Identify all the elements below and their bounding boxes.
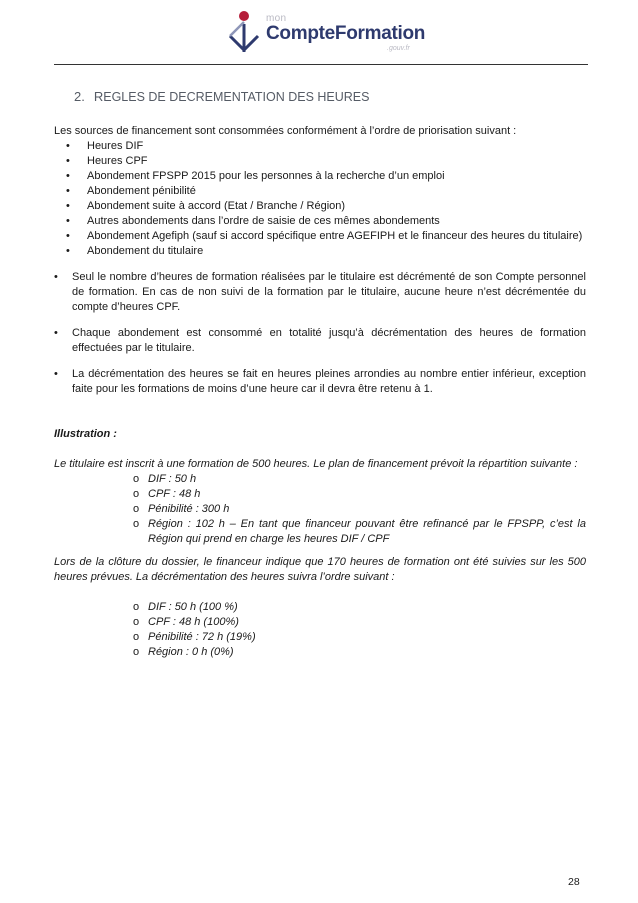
circle-bullet-icon: o — [133, 631, 140, 643]
illustration-paragraph-1: Le titulaire est inscrit à une formation de 500 heures. Le plan de financement prévoit la répartition suivante : — [54, 458, 578, 470]
bullet-icon: • — [54, 368, 58, 380]
page-number: 28 — [568, 876, 580, 888]
section-heading — [74, 89, 369, 104]
bullet-icon: • — [66, 215, 70, 227]
rule-item: • La décrémentation des heures se fait en heures pleines arrondies au nombre entier inférieur, exception faite pour les formations de moins d’une heure car il devra être retenu à 1. — [54, 368, 586, 395]
bullet-icon: • — [66, 185, 70, 197]
main-content — [54, 124, 586, 660]
bullet-icon: • — [54, 271, 58, 283]
list-item: • Abondement FPSPP 2015 pour les personnes à la recherche d’un emploi — [66, 170, 445, 182]
rules-list — [54, 367, 586, 397]
section-number: 2. — [74, 89, 85, 104]
illustration-title: Illustration : — [54, 428, 117, 440]
rule-item: • Chaque abondement est consommé en totalité jusqu’à décrémentation des heures de formation effectuées par le titulaire. — [54, 327, 586, 354]
list-item: • Abondement du titulaire — [66, 245, 204, 257]
list-item: • Abondement pénibilité — [66, 185, 196, 197]
logo-mark-icon — [226, 10, 262, 56]
logo-main-text: CompteFormation — [266, 23, 426, 44]
list-item: o CPF : 48 h (100%) — [133, 616, 239, 628]
bullet-icon: • — [66, 170, 70, 182]
decrement-result-list — [54, 600, 586, 660]
circle-bullet-icon: o — [133, 616, 140, 628]
rules-list — [54, 270, 586, 315]
bullet-icon: • — [66, 200, 70, 212]
list-item: • Autres abondements dans l’ordre de saisie de ces mêmes abondements — [66, 215, 440, 227]
logo-small-text: mon — [266, 13, 287, 24]
list-item: • Abondement suite à accord (Etat / Branche / Région) — [66, 200, 346, 212]
bullet-icon: • — [66, 230, 70, 242]
circle-bullet-icon: o — [133, 488, 140, 500]
list-item: o CPF : 48 h — [133, 488, 201, 500]
circle-bullet-icon: o — [133, 473, 140, 485]
bullet-icon: • — [66, 155, 70, 167]
illustration-paragraph-2: Lors de la clôture du dossier, le financeur indique que 170 heures de formation ont été suivies sur les 500 heures prévues. La décrémentation des heures suivra l’ordre suivant : — [54, 556, 586, 583]
list-item: o Pénibilité : 72 h (19%) — [133, 631, 256, 643]
list-item: • Abondement Agefiph (sauf si accord spécifique entre AGEFIPH et le financeur des heures du titulaire) — [66, 230, 583, 242]
list-item: o Région : 102 h – En tant que financeur pouvant être refinancé par le FPSPP, c’est la Région qui prend en charge les heures DIF / CPF — [133, 518, 586, 545]
list-item: o DIF : 50 h — [133, 473, 197, 485]
logo-gouv-text: .gouv.fr — [387, 45, 410, 52]
list-item: • Heures CPF — [66, 155, 148, 167]
section-title-rest: EGLES DE DECREMENTATION DES HEURES — [103, 90, 370, 104]
bullet-icon: • — [66, 140, 70, 152]
bullet-icon: • — [66, 245, 70, 257]
list-item: o Pénibilité : 300 h — [133, 503, 230, 515]
circle-bullet-icon: o — [133, 646, 140, 658]
priority-list — [54, 139, 586, 259]
circle-bullet-icon: o — [133, 601, 140, 613]
financing-plan-list — [54, 472, 586, 547]
header-rule — [54, 64, 588, 65]
bullet-icon: • — [54, 327, 58, 339]
list-item: • Heures DIF — [66, 140, 144, 152]
section-title-initial: R — [93, 89, 104, 104]
circle-bullet-icon: o — [133, 503, 140, 515]
logo — [222, 8, 426, 58]
rules-list — [54, 326, 586, 356]
intro-paragraph: Les sources de financement sont consommées conformément à l’ordre de priorisation suivant : — [54, 125, 517, 137]
circle-bullet-icon: o — [133, 518, 140, 530]
list-item: o DIF : 50 h (100 %) — [133, 601, 238, 613]
rule-item: • Seul le nombre d’heures de formation réalisées par le titulaire est décrémenté de son Compte personnel de formation. En cas de non suivi de la formation par le titulaire, aucune heure n’est décrémentée du compte d’heures CPF. — [54, 271, 586, 313]
list-item: o Région : 0 h (0%) — [133, 646, 234, 658]
